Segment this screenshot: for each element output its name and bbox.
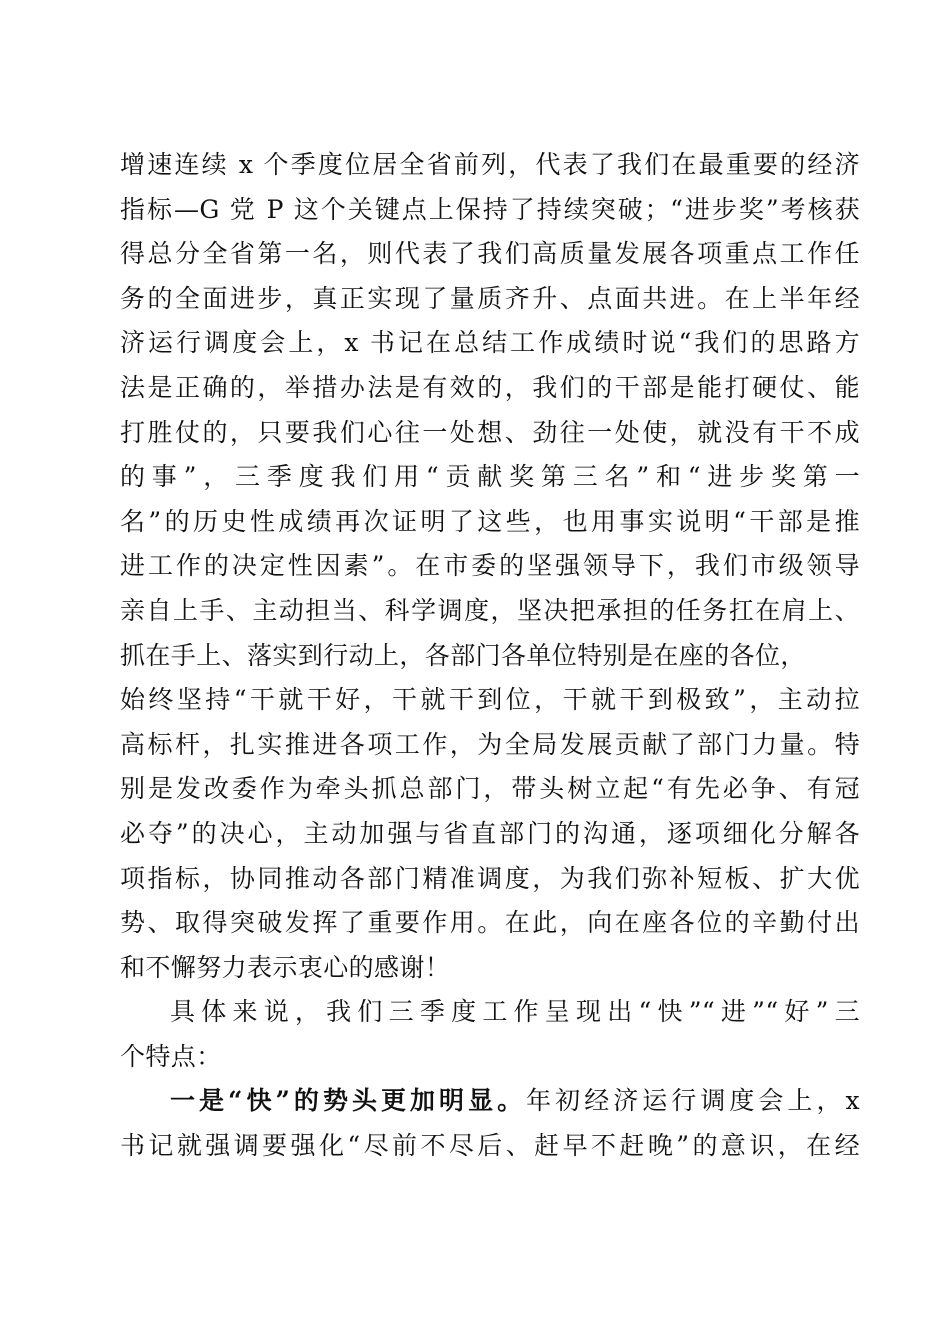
text-line: 必夺”的决心，主动加强与省直部门的沟通，逐项细化分解各 [120,818,860,848]
text-line: 得总分全省第一名，则代表了我们高质量发展各项重点工作任 [120,239,860,269]
text-line: 打胜仗的，只要我们心往一处想、劲往一处使，就没有干不成 [120,417,860,447]
text-line: 项指标，协同推动各部门精准调度，为我们弥补短板、扩大优 [120,863,860,893]
text-line: 个特点： [120,1041,222,1071]
text-line: 抓在手上、落实到行动上，各部门各单位特别是在座的各位， [120,640,806,670]
text-line: 名”的历史性成绩再次证明了这些，也用事实说明“干部是推 [120,506,860,536]
text-line: 进工作的决定性因素”。在市委的坚强领导下，我们市级领导 [120,551,860,581]
text-line [120,1079,860,1124]
text-line: 别是发改委作为牵头抓总部门，带头树立起“有先必争、有冠 [120,774,860,804]
section-lead-text: 年初经济运行调度会上，x [526,1086,860,1116]
text-line: 法是正确的，举措办法是有效的，我们的干部是能打硬仗、能 [120,372,860,402]
text-line: 增速连续 x 个季度位居全省前列，代表了我们在最重要的经济 [120,150,860,179]
text-line: 书记就强调要强化“尽前不尽后、赶早不赶晚”的意识，在经 [120,1131,860,1161]
text-line: 指标—G 党 P 这个关键点上保持了持续突破；“进步奖”考核获 [120,194,860,224]
text-line: 高标杆，扎实推进各项工作，为全局发展贡献了部门力量。特 [120,729,860,759]
text-line: 务的全面进步，真正实现了量质齐升、点面共进。在上半年经 [120,283,860,313]
text-line: 和不懈努力表示衷心的感谢！ [120,952,451,982]
text-line: 具体来说，我们三季度工作呈现出“快”“进”“好”三 [170,997,860,1027]
body-text [120,143,860,1169]
section-lead-heading: 一是“快”的势头更加明显。 [170,1086,527,1116]
text-line: 的事”，三季度我们用“贡献奖第三名”和“进步奖第一 [120,462,860,492]
text-line: 亲自上手、主动担当、科学调度，坚决把承担的任务扛在肩上、 [120,595,860,625]
text-line: 势、取得突破发挥了重要作用。在此，向在座各位的辛勤付出 [120,908,860,938]
text-line: 济运行调度会上，x 书记在总结工作成绩时说“我们的思路方 [120,328,860,358]
text-line: 始终坚持“干就干好，干就干到位，干就干到极致”，主动拉 [120,685,860,715]
